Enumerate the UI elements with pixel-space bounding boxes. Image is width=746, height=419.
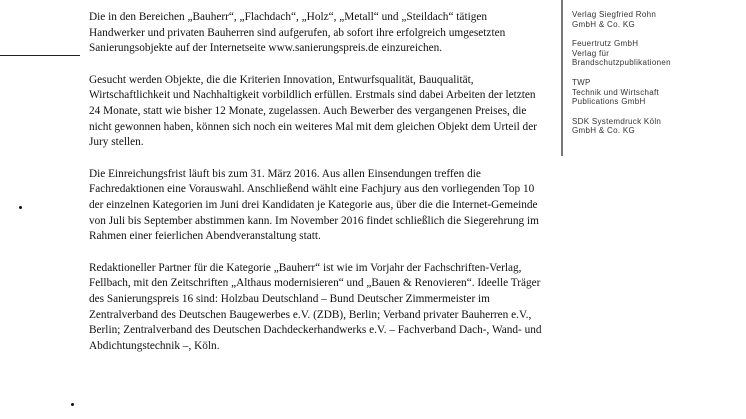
paragraph-criteria: Gesucht werden Objekte, die die Kriterien Innovation, Entwurfsqualität, Bauqualität, Wirtschaftlichkeit und Nachhaltigkeit vorbildlich erfüllen. Erstmals sind dabei Arbeiten der letzten 24 Monate, statt wie bisher 12 Monate, zugelassen. Auch Bewerber des vergangenen Preises, die nicht gewonnen haben, können sich noch ein weiteres Mal mit dem gleichen Objekt dem Urteil der Jury stellen. <box>89 73 537 149</box>
sponsor-sidebar <box>561 0 741 156</box>
bullet-dot <box>71 403 74 406</box>
paragraph-call-for-entries: Die in den Bereichen „Bauherr“, „Flachdach“, „Holz“, „Metall“ und „Steildach“ tätigen Handwerker und privaten Bauherren sind aufgerufen, ab sofort ihre erfolgreich umgesetzten Sanierungsobjekte auf der Internetseite www.sanierungspreis.de einzureichen. <box>89 11 506 55</box>
article-body <box>89 10 545 370</box>
paragraph-deadline: Die Einreichungsfrist läuft bis zum 31. März 2016. Aus allen Einsendungen treffen die Fachredaktionen eine Vorauswahl. Anschließend wählt eine Fachjury aus den vorliegenden Top 10 der einzelnen Kategorien im Juni drei Kandidaten je Kategorie aus, über die die Internet-Gemeinde von Juli bis September abstimmen kann. Im November 2016 findet schließlich die Siegerehrung im Rahmen einer feierlichen Abendveranstaltung statt. <box>89 167 539 243</box>
bullet-dot <box>19 206 22 209</box>
sponsor-entry: Feuertrutz GmbH Verlag für Brandschutzpublikationen <box>572 39 671 68</box>
sponsor-entry: SDK Systemdruck Köln GmbH & Co. KG <box>572 116 662 136</box>
horizontal-rule <box>0 55 80 56</box>
sponsor-entry: TWP Technik und Wirtschaft Publications GmbH <box>572 77 660 107</box>
paragraph-partners: Redaktioneller Partner für die Kategorie „Bauherr“ ist wie im Vorjahr der Fachschriften-Verlag, Fellbach, mit den Zeitschriften „Althaus modernisieren“ und „Bauen & Renovieren“. Ideelle Träger des Sanierungspreis 16 sind: Holzbau Deutschland – Bund Deutscher Zimmermeister im Zentralverband des Deutschen Baugewerbes e.V. (ZDB), Berlin; Verband privater Bauherren e.V., Berlin; Zentralverband des Deutschen Dachdeckerhandwerks e.V. – Fachverband Dach-, Wand- und Abdichtungstechnik –, Köln. <box>89 261 542 353</box>
sponsor-entry: Verlag Siegfried Rohn GmbH & Co. KG <box>572 10 657 29</box>
